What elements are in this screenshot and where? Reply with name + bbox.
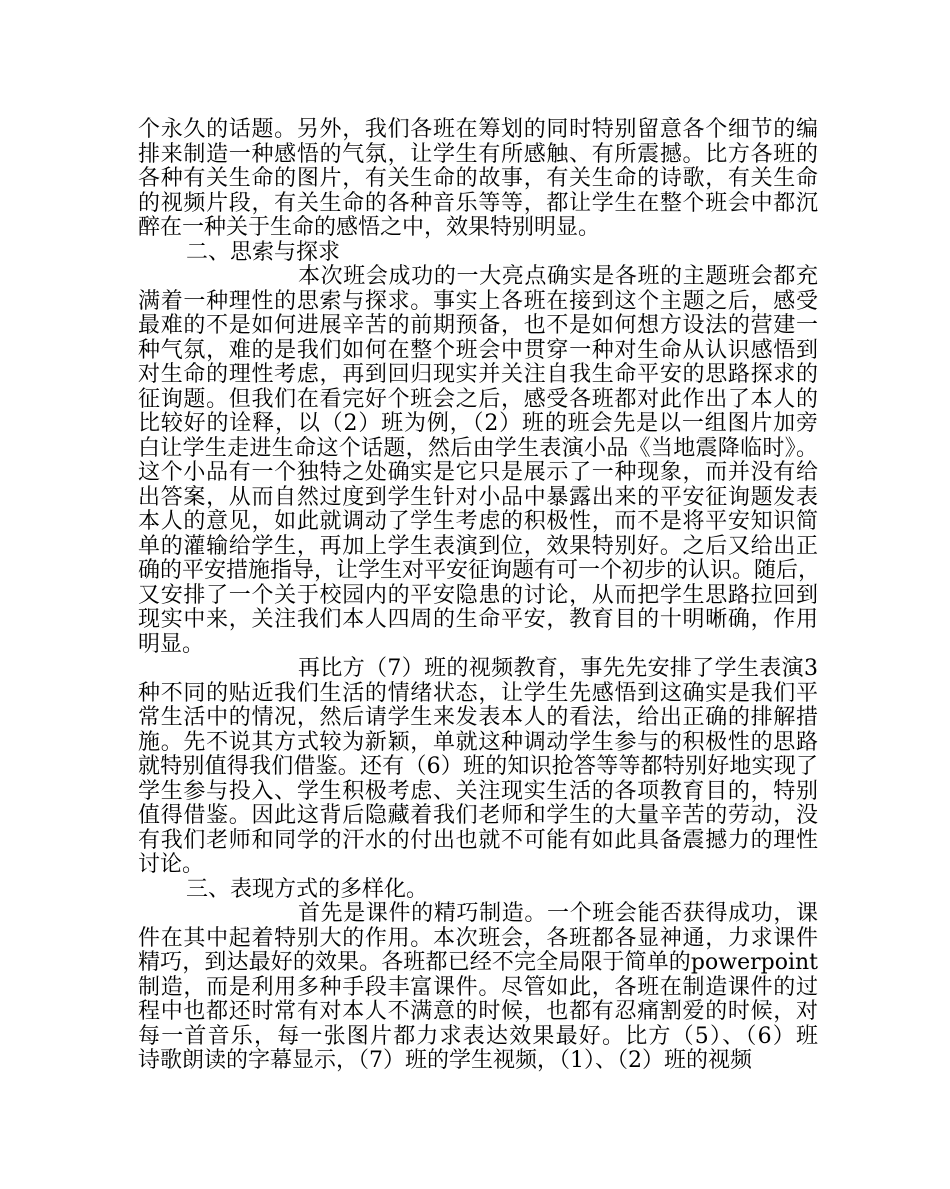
text-line: 出答案，从而自然过度到学生针对小品中暴露出来的平安征询题发表	[138, 484, 818, 510]
text-line: 就特别值得我们借鉴。还有（6）班的知识抢答等等都特别好地实现了	[138, 754, 818, 779]
text-line: 常生活中的情况，然后请学生来发表本人的看法，给出正确的排解措	[138, 705, 818, 730]
text-line: 再比方（7）班的视频教育，事先先安排了学生表演3	[298, 656, 818, 681]
text-line: 明显。	[138, 631, 205, 657]
text-line: 有我们老师和同学的汗水的付出也就不可能有如此具备震撼力的理性	[138, 827, 818, 853]
text-line: 比较好的诠释，以（2）班为例，（2）班的班会先是以一组图片加旁	[138, 411, 818, 436]
text-line: 征询题。但我们在看完好个班会之后，感受各班都对此作出了本人的	[138, 386, 818, 412]
text-line: 精巧，到达最好的效果。各班都已经不完全局限于简单的powerpoint	[138, 950, 818, 975]
text-line: 确的平安措施指导，让学生对平安征询题有可一个初步的认识。随后，	[138, 558, 821, 583]
paragraph	[138, 657, 818, 878]
text-line: 诗歌朗读的字幕显示，（7）班的学生视频，（1）、（2）班的视频	[138, 1048, 752, 1073]
text-line: 首先是课件的精巧制造。一个班会能否获得成功，课	[298, 901, 818, 926]
text-line: 现实中来，关注我们本人四周的生命平安，教育目的十明晰确，作用	[138, 607, 818, 632]
heading-text: 二、思索与探求	[186, 239, 341, 265]
document-page	[138, 117, 821, 1074]
heading-text: 三、表现方式的多样化。	[186, 876, 429, 902]
text-line: 值得借鉴。因此这背后隐藏着我们老师和学生的大量辛苦的劳动，没	[138, 803, 818, 828]
paragraph	[138, 264, 821, 657]
text-line: 对生命的理性考虑，再到回归现实并关注自我生命平安的思路探求的	[138, 362, 818, 387]
text-line: 程中也都还时常有对本人不满意的时候，也都有忍痛割爱的时候，对	[138, 999, 818, 1024]
text-line: 白让学生走进生命这个话题，然后由学生表演小品《当地震降临时》。	[138, 435, 818, 461]
text-line: 排来制造一种感悟的气氛，让学生有所感触、有所震撼。比方各班的	[138, 141, 818, 167]
text-line: 讨论。	[138, 852, 205, 877]
paragraph	[138, 118, 818, 241]
text-line: 种气氛，难的是我们如何在整个班会中贯穿一种对生命从认识感悟到	[138, 337, 818, 363]
text-line: 又安排了一个关于校园内的平安隐患的讨论，从而把学生思路拉回到	[138, 582, 818, 608]
text-line: 制造，而是利用多种手段丰富课件。尽管如此，各班在制造课件的过	[138, 974, 818, 1000]
section-heading	[138, 878, 818, 903]
text-line: 醉在一种关于生命的感悟之中，效果特别明显。	[138, 215, 601, 240]
text-line: 本次班会成功的一大亮点确实是各班的主题班会都充	[298, 264, 818, 289]
text-line: 满着一种理性的思索与探求。事实上各班在接到这个主题之后，感受	[138, 288, 818, 314]
text-line: 的视频片段，有关生命的各种音乐等等，都让学生在整个班会中都沉	[138, 190, 818, 216]
text-line: 这个小品有一个独特之处确实是它只是展示了一种现象，而并没有给	[138, 460, 818, 485]
paragraph	[138, 902, 818, 1074]
text-line: 各种有关生命的图片，有关生命的故事，有关生命的诗歌，有关生命	[138, 166, 818, 191]
text-line: 学生参与投入、学生积极考虑、关注现实生活的各项教育目的，特别	[138, 778, 818, 804]
text-line: 每一首音乐，每一张图片都力求表达效果最好。比方（5）、（6）班	[138, 1023, 818, 1049]
text-line: 施。先不说其方式较为新颖，单就这种调动学生参与的积极性的思路	[138, 729, 818, 755]
text-line: 个永久的话题。另外，我们各班在筹划的同时特别留意各个细节的编	[138, 117, 818, 142]
text-line: 单的灌输给学生，再加上学生表演到位，效果特别好。之后又给出正	[138, 533, 818, 559]
text-line: 种不同的贴近我们生活的情绪状态，让学生先感悟到这确实是我们平	[138, 680, 818, 706]
text-line: 最难的不是如何进展辛苦的前期预备，也不是如何想方设法的营建一	[138, 313, 818, 338]
section-heading	[138, 241, 818, 266]
text-line: 件在其中起着特别大的作用。本次班会，各班都各显神通，力求课件	[138, 925, 818, 951]
text-line: 本人的意见，如此就调动了学生考虑的积极性，而不是将平安知识简	[138, 509, 818, 534]
